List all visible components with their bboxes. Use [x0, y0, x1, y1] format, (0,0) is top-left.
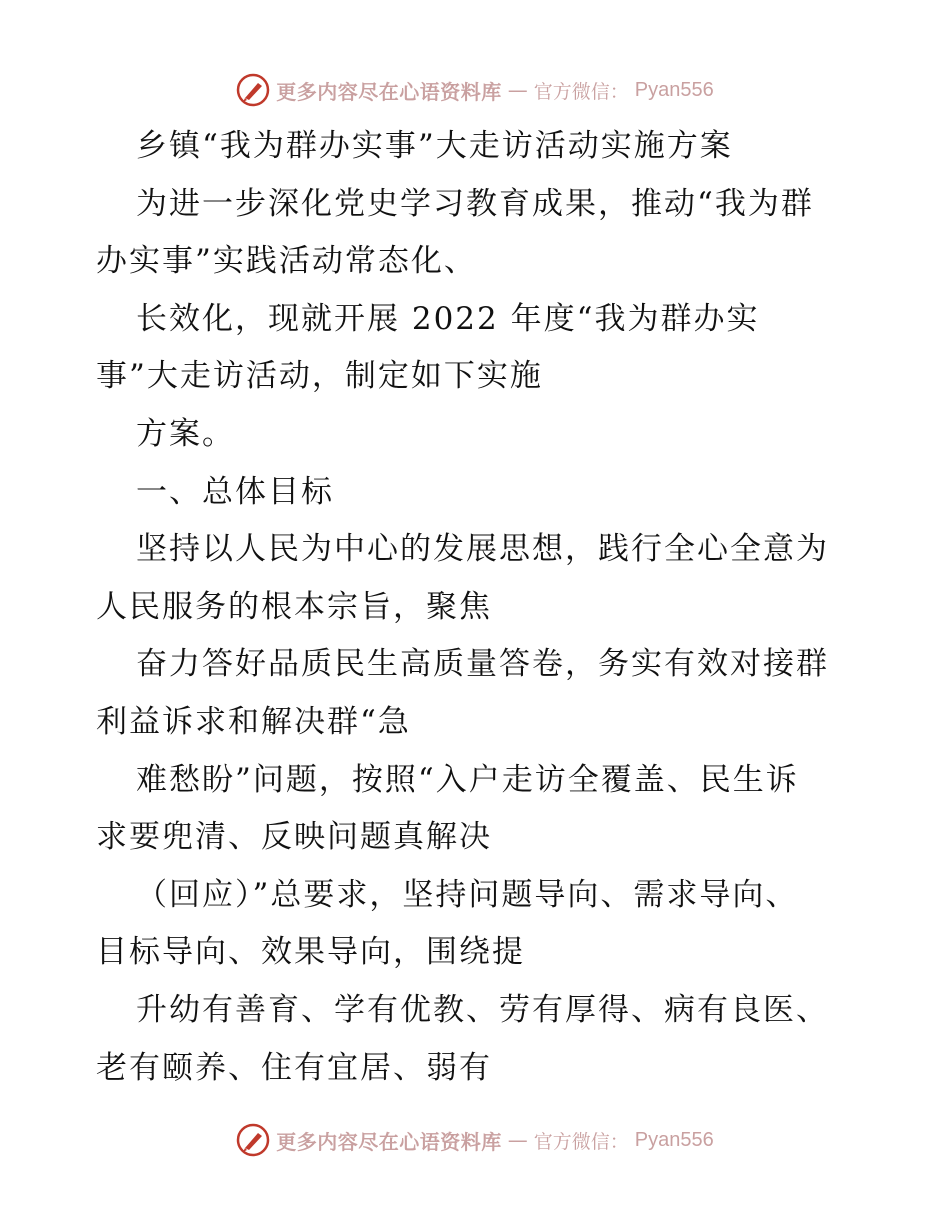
- paragraph-line: 办实事”实践活动常态化、: [96, 243, 477, 280]
- section-heading: 一、总体目标: [136, 473, 334, 510]
- paragraph-line: （回应）”总要求，坚持问题导向、需求导向、: [136, 876, 799, 913]
- document-body: [96, 118, 856, 1097]
- paragraph-line: 坚持以人民为中心的发展思想，践行全心全意为: [136, 531, 829, 568]
- paragraph-line: 利益诉求和解决群“急: [96, 703, 411, 740]
- paragraph-line: 求要兜清、反映问题真解决: [96, 819, 492, 856]
- banner-label: 官方微信：: [533, 1130, 629, 1153]
- paragraph-line: 事”大走访活动，制定如下实施: [96, 358, 543, 395]
- banner-separator: —: [507, 1128, 528, 1152]
- paragraph-line: 目标导向、效果导向，围绕提: [96, 934, 525, 971]
- banner-label: 官方微信：: [533, 80, 629, 103]
- paragraph-line: 为进一步深化党史学习教育成果，推动“我为群: [136, 185, 814, 222]
- paragraph-line: 人民服务的根本宗旨，聚焦: [96, 588, 492, 625]
- document-title: 乡镇“我为群办实事”大走访活动实施方案: [136, 128, 733, 164]
- paragraph-line: 长效化，现就开展 2022 年度“我为群办实: [136, 300, 760, 337]
- banner-text: 更多内容尽在心语资料库: [276, 79, 502, 104]
- footer-watermark: [0, 1120, 950, 1160]
- pen-logo-icon: [236, 1123, 270, 1157]
- paragraph-line: 奋力答好品质民生高质量答卷，务实有效对接群: [136, 646, 829, 683]
- paragraph-line: 方案。: [136, 415, 235, 452]
- header-watermark: [0, 70, 950, 110]
- pen-logo-icon: [236, 73, 270, 107]
- paragraph-line: 难愁盼”问题，按照“入户走访全覆盖、民生诉: [136, 761, 799, 798]
- banner-wechat-id: Pyan556: [634, 78, 714, 101]
- banner-text: 更多内容尽在心语资料库: [276, 1129, 502, 1154]
- banner-wechat-id: Pyan556: [634, 1128, 714, 1151]
- banner-separator: —: [507, 78, 528, 102]
- paragraph-line: 老有颐养、住有宜居、弱有: [96, 1049, 492, 1086]
- paragraph-line: 升幼有善育、学有优教、劳有厚得、病有良医、: [136, 991, 829, 1028]
